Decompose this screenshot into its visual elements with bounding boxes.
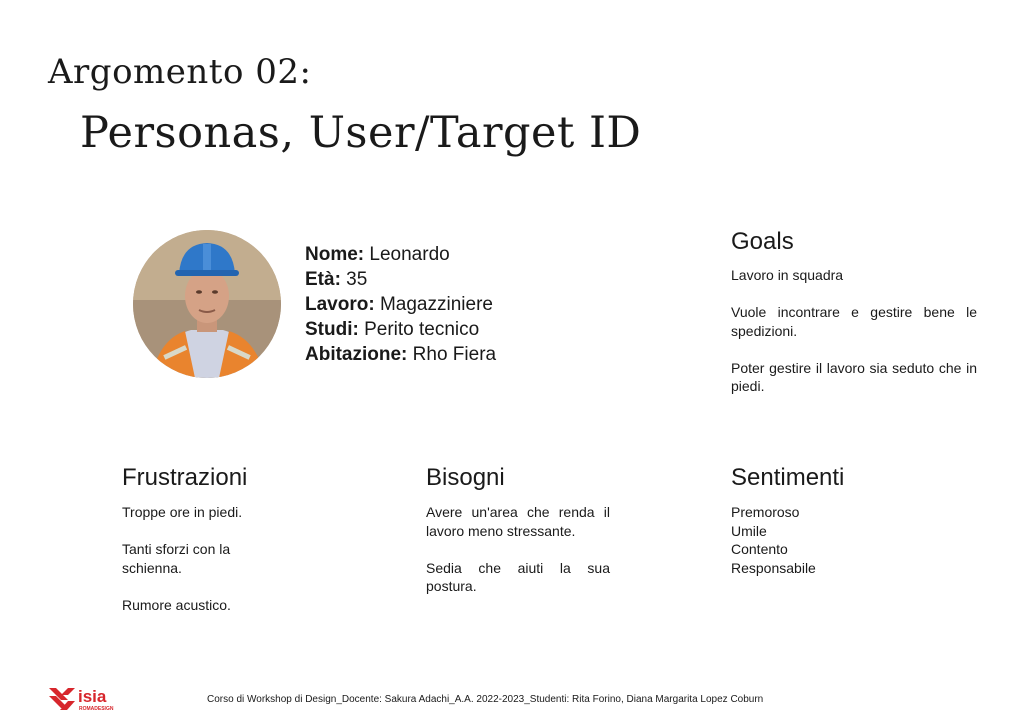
need-item: Sedia che aiuti la sua postura. (426, 559, 610, 594)
feelings-list (731, 503, 931, 577)
profile-job: Lavoro: Magazziniere (305, 294, 493, 315)
svg-text:isia: isia (78, 687, 107, 706)
feeling-item: Contento (731, 541, 788, 557)
goals-heading: Goals (731, 228, 794, 255)
profile-studies: Studi: Perito tecnico (305, 319, 480, 340)
isia-logo-icon (48, 686, 124, 712)
footer-credits: Corso di Workshop di Design_Docente: Sakura Adachi_A.A. 2022-2023_Studenti: Rita Forino, Diana Margarita Lopez Coburn (207, 694, 764, 705)
need-item: Avere un'area che renda il lavoro meno stressante. (426, 504, 610, 539)
feeling-item: Umile (731, 522, 767, 539)
persona-photo (133, 230, 281, 378)
page-title: Personas, User/Target ID (80, 108, 642, 158)
profile-residence: Abitazione: Rho Fiera (305, 344, 497, 365)
feeling-item: Responsabile (731, 559, 816, 576)
persona-profile (305, 242, 496, 367)
frustrations-heading: Frustrazioni (122, 464, 248, 491)
goal-item: Vuole incontrare e gestire bene le spedizioni. (731, 304, 977, 339)
isia-logo (48, 686, 124, 712)
feelings-heading: Sentimenti (731, 464, 845, 491)
svg-text:ROMADESIGN: ROMADESIGN (79, 706, 114, 712)
needs-list (426, 503, 610, 614)
profile-age: Età: 35 (305, 269, 368, 290)
topic-label: Argomento 02: (48, 52, 312, 92)
goal-item: Poter gestire il lavoro sia seduto che in piedi. (731, 359, 977, 394)
needs-heading: Bisogni (426, 464, 505, 491)
frustration-item: Troppe ore in piedi. (122, 504, 243, 520)
frustrations-list (122, 503, 282, 633)
profile-name: Nome: Leonardo (305, 244, 450, 265)
frustration-item: Rumore acustico. (122, 596, 231, 613)
frustration-item: Tanti sforzi con la schienna. (122, 541, 231, 576)
persona-avatar (133, 230, 281, 378)
feeling-item: Premoroso (731, 504, 800, 520)
goals-list (731, 266, 977, 414)
goal-item: Lavoro in squadra (731, 267, 844, 283)
